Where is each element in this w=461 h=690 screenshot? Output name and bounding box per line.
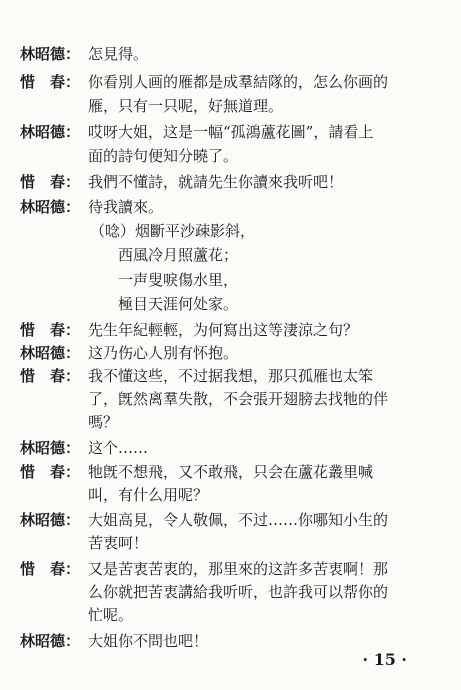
speaker-name: 惜 春： [20, 73, 81, 91]
dialogue-text: 你看別人画的雁都是成羣結隊的，怎么你画的 [88, 73, 389, 91]
poem-text: 西風冷月照蘆花； [118, 246, 239, 264]
page-number: · 15 · [362, 650, 407, 669]
speaker-name: 惜 春： [20, 173, 81, 191]
dialogue-text: 么你就把苦衷講給我听听，也許我可以帮你的 [88, 583, 389, 601]
speaker-name: 林昭德： [20, 198, 81, 216]
speaker-name: 林昭德： [20, 439, 81, 457]
dialogue-text: 这乃伤心人別有怀抱。 [88, 344, 239, 362]
speaker-name: 惜 春： [20, 321, 81, 339]
dialogue-text: 哎呀大姐，这是一幅“孤鴻蘆花圖”，請看上 [88, 123, 374, 141]
dialogue-text: 了，旣然离羣失散，不会張开翅膀去找牠的伴 [88, 390, 389, 408]
dialogue-text: 牠旣不想飛，又不敢飛，只会在蘆花叢里喊 [88, 463, 374, 481]
speaker-name: 林昭德： [20, 511, 81, 529]
dialogue-text: 先生年紀輕輕，为何寫出这等淒涼之句？ [88, 321, 359, 339]
speaker-name: 惜 春： [20, 463, 81, 481]
dialogue-text: 苦衷呵！ [88, 534, 149, 552]
poem-text: 一声叟唳傷水里， [118, 271, 239, 289]
speaker-name: 林昭德： [20, 344, 81, 362]
dialogue-text: 忙呢。 [88, 606, 134, 624]
dialogue-text: 雁，只有一只呢，好無道理。 [88, 97, 284, 115]
dialogue-text: 大姐你不問也吧！ [88, 632, 209, 650]
dialogue-text: 我們不懂詩，就請先生你讀來我听吧！ [88, 173, 344, 191]
poem-text: （唸）烟斷平沙疎影斜， [90, 222, 256, 240]
dialogue-text: 嗎？ [88, 413, 119, 431]
dialogue-text: 怎見得。 [88, 45, 149, 63]
dialogue-text: 我不懂这些，不过据我想，那只孤雁也太笨 [88, 367, 374, 385]
speaker-name: 惜 春： [20, 367, 81, 385]
dialogue-text: 又是苦衷苦衷的，那里來的这許多苦衷啊！那 [88, 560, 389, 578]
dialogue-text: 面的詩句便知分曉了。 [88, 147, 239, 165]
speaker-name: 林昭德： [20, 45, 81, 63]
dialogue-text: 这个…… [88, 439, 149, 457]
speaker-name: 林昭德： [20, 632, 81, 650]
dialogue-text: 大姐高見，令人敬佩，不过……你哪知小生的 [88, 511, 389, 529]
dialogue-text: 叫，有什么用呢？ [88, 486, 209, 504]
dialogue-text: 待我讀來。 [88, 198, 164, 216]
speaker-name: 林昭德： [20, 123, 81, 141]
poem-text: 極目天涯何处家。 [118, 295, 239, 313]
speaker-name: 惜 春： [20, 560, 81, 578]
